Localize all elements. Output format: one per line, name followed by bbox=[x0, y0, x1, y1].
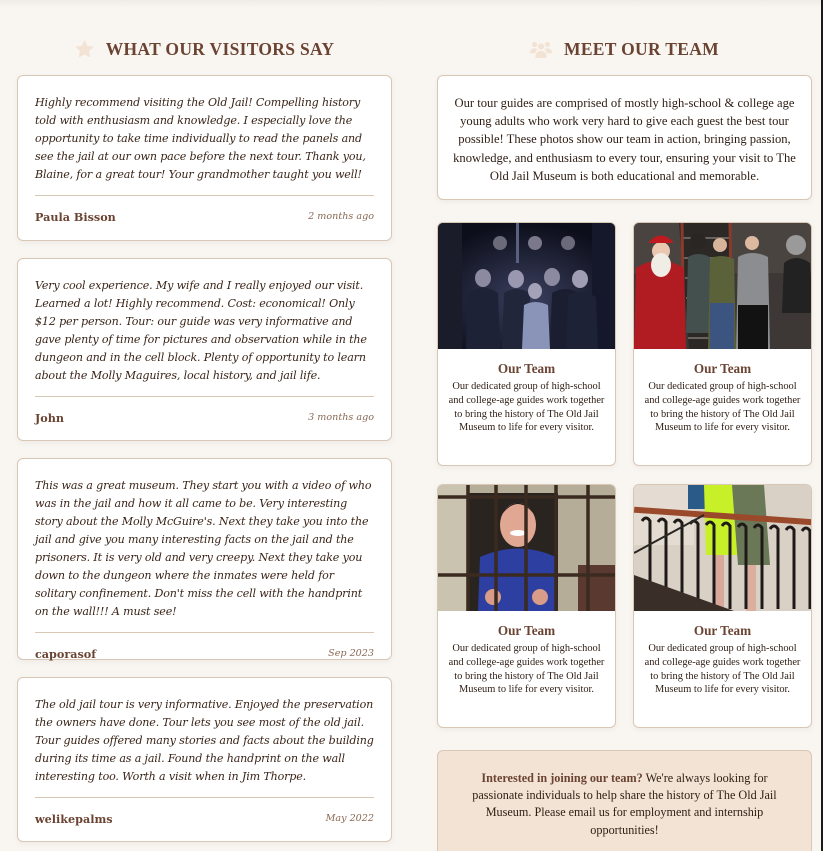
review-card bbox=[17, 677, 392, 842]
review-card bbox=[17, 258, 392, 441]
join-team-text: We're always looking for passionate individuals to help share the history of The Old Jail Museum. Please email us for employment and internship opportunities! bbox=[472, 771, 777, 837]
review-author: John bbox=[35, 410, 65, 425]
review-author: caporasof bbox=[35, 646, 97, 661]
team-card-body bbox=[634, 611, 811, 697]
visitors-title-text: WHAT OUR VISITORS SAY bbox=[105, 38, 335, 59]
team-card-title: Our Team bbox=[497, 623, 556, 638]
team-photo-santa-staircase bbox=[634, 223, 811, 349]
top-shadow bbox=[0, 0, 823, 8]
star-icon bbox=[75, 40, 94, 58]
review-date: 3 months ago bbox=[308, 412, 374, 423]
team-card-description: Our dedicated group of high-school and college-age guides work together to bring the history of The Old Jail Museum to life for every visitor. bbox=[448, 643, 605, 696]
team-photo-guides-on-railing bbox=[634, 485, 811, 611]
team-card-description: Our dedicated group of high-school and college-age guides work together to bring the history of The Old Jail Museum to life for every visitor. bbox=[644, 381, 801, 434]
review-footer bbox=[35, 798, 374, 839]
review-text: This was a great museum. They start you with a video of who was in the jail and how it all came to be. Very interesting story about the Molly McGuire's. Next they take you into the jail and give you many interesting facts on the jail and the prisoners. It is very old and very creepy. Next they take you down to the dungeon where the inmates were held for solitary confinement. Don't miss the cell with the handprint on the wall!!! A must see! bbox=[35, 479, 372, 618]
review-card bbox=[17, 75, 392, 241]
team-card-body bbox=[438, 349, 615, 435]
review-footer bbox=[35, 196, 374, 237]
review-card bbox=[17, 458, 392, 660]
team-card bbox=[437, 484, 616, 728]
team-card-title: Our Team bbox=[497, 361, 556, 376]
review-footer bbox=[35, 397, 374, 438]
review-date: May 2022 bbox=[325, 813, 374, 824]
team-intro-card bbox=[437, 75, 812, 200]
visitors-section-title bbox=[17, 36, 392, 62]
team-photo-dark-hallway bbox=[438, 223, 615, 349]
review-date: Sep 2023 bbox=[328, 648, 374, 659]
review-author: welikepalms bbox=[35, 811, 113, 826]
team-card bbox=[633, 484, 812, 728]
review-text: Highly recommend visiting the Old Jail! Compelling history told with enthusiasm and knowledge. I especially love the opportunity to take time individually to read the panels and see the jail at our own pace before the next tour. Thank you, Blaine, for a great tour! Your grandmother taught you well! bbox=[35, 96, 366, 181]
review-date: 2 months ago bbox=[308, 211, 374, 222]
team-card-title: Our Team bbox=[693, 361, 752, 376]
join-team-callout bbox=[437, 750, 812, 851]
review-text: Very cool experience. My wife and I really enjoyed our visit. Learned a lot! Highly recommend. Cost: economical! Only $12 per person. Tour: our guide was very informative and gave plenty of time for pictures and observation while in the dungeon and in the cell block. Plenty of opportunity to learn about the Molly Maguires, local history, and jail life. bbox=[35, 279, 367, 382]
users-icon bbox=[530, 41, 552, 58]
team-card-description: Our dedicated group of high-school and college-age guides work together to bring the history of The Old Jail Museum to life for every visitor. bbox=[448, 381, 605, 434]
team-card-description: Our dedicated group of high-school and college-age guides work together to bring the history of The Old Jail Museum to life for every visitor. bbox=[644, 643, 801, 696]
team-card bbox=[633, 222, 812, 466]
team-card bbox=[437, 222, 616, 466]
team-title-text: MEET OUR TEAM bbox=[564, 38, 719, 59]
join-team-lead: Interested in joining our team? bbox=[481, 771, 643, 785]
team-photo-guide-behind-bars bbox=[438, 485, 615, 611]
review-text: The old jail tour is very informative. Enjoyed the preservation the owners have done. Tour lets you see most of the old jail. Tour guides offered many stories and facts about the building during its time as a jail. Found the handprint on the wall interesting too. Worth a visit when in Jim Thorpe. bbox=[35, 698, 374, 783]
team-card-body bbox=[634, 349, 811, 435]
team-intro-text: Our tour guides are comprised of mostly high-school & college age young adults who work very hard to give each guest the best tour possible! These photos show our team in action, bringing passion, knowledge, and enthusiasm to every tour, ensuring your visit to The Old Jail Museum is both educational and memorable. bbox=[453, 96, 796, 183]
team-card-body bbox=[438, 611, 615, 697]
team-card-title: Our Team bbox=[693, 623, 752, 638]
review-author: Paula Bisson bbox=[35, 209, 116, 224]
review-footer bbox=[35, 633, 374, 674]
team-section-title bbox=[437, 36, 812, 62]
